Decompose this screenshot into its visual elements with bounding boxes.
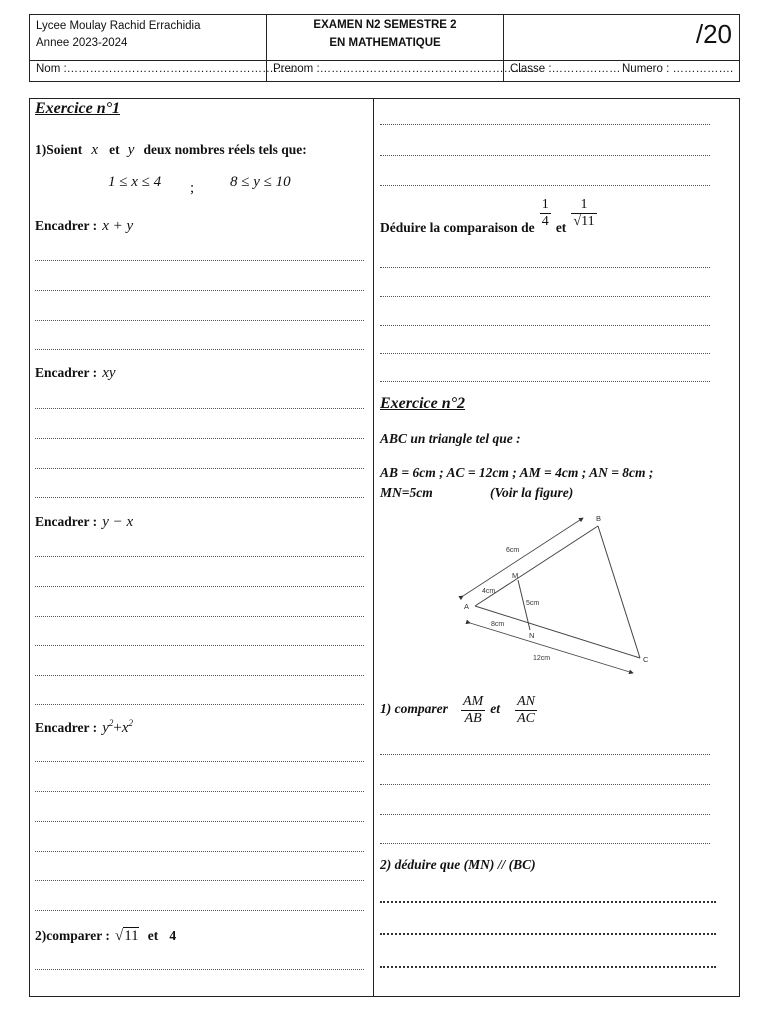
fraction-1-over-sqrt11 [571,197,596,230]
length-ac-label: 12cm [533,655,551,662]
school-name: Lycee Moulay Rachid Errachidia [36,20,201,32]
radicand: 11 [581,214,595,229]
column-divider [373,98,374,997]
exam-title-line1: EXAMEN N2 SEMESTRE 2 [313,19,457,31]
exponent: 2 [108,718,114,728]
numerator: AM [462,694,484,709]
answer-line[interactable] [380,325,710,326]
voir-figure: (Voir la figure) [490,485,574,500]
answer-line[interactable] [35,791,364,792]
answer-line[interactable] [35,969,364,970]
answer-line[interactable] [35,645,364,646]
answer-line[interactable] [380,296,710,297]
var-x: x [91,142,99,158]
expr-y-minus-x: y − x [102,514,134,530]
q1-et: et [109,142,120,157]
numerator: 1 [580,197,588,212]
question-1-statement [35,139,307,159]
answer-line[interactable] [35,320,364,321]
answer-line[interactable] [380,784,710,785]
answer-line[interactable] [380,754,710,755]
nom-field[interactable]: Nom :…………………………………………………… [36,63,297,75]
q2-label: 2)comparer : [35,928,110,943]
answer-line[interactable] [380,267,710,268]
length-mn-label: 5cm [526,600,540,607]
answer-line[interactable] [35,586,364,587]
condition-separator: ; [190,180,195,196]
numero-field[interactable]: Numero : ……………. [622,63,734,75]
question-2-deduire: 2) déduire que (MN) // (BC) [380,857,536,872]
answer-line[interactable] [380,843,710,844]
answer-line[interactable] [35,408,364,409]
school-cell [30,15,267,60]
denominator: √11 [573,214,595,229]
encadrer-label: Encadrer : [35,514,98,529]
exponent: 2 [128,718,134,728]
exercise-1-title: Exercice n°1 [35,100,121,117]
exam-title-cell [267,15,504,60]
deduire-label: Déduire la comparaison de [380,220,535,235]
expr-x-plus-y: x + y [102,218,134,234]
length-am-label: 4cm [482,588,496,595]
q2-four: 4 [169,928,177,943]
prenom-field[interactable]: Prenom :………………………………………………… [273,63,539,75]
expr-x-squared [122,720,133,736]
nom-cell [30,60,297,82]
point-b-label: B [596,514,602,523]
encadrer-sum [35,215,133,235]
fraction-1-over-4 [540,197,551,230]
encadrer-difference [35,511,133,531]
point-n-label: N [529,631,535,640]
encadrer-sum-of-squares [35,717,133,737]
answer-line[interactable] [35,675,364,676]
denominator: AB [461,710,485,727]
exam-title-line2: EN MATHEMATIQUE [329,37,441,49]
segment-bc [598,526,640,658]
radicand: 11 [124,928,139,944]
triangle-measures: AB = 6cm ; AC = 12cm ; AM = 4cm ; AN = 8cm ; [380,465,654,480]
answer-line[interactable] [35,468,364,469]
question-2-statement [35,925,176,945]
answer-line[interactable] [35,290,364,291]
answer-line[interactable] [380,353,710,354]
triangle-measures-mn: MN=5cm [380,485,433,500]
answer-line[interactable] [35,880,364,881]
dimension-arrow-ab [463,518,583,596]
q1-text: deux nombres réels tels que: [143,142,307,157]
score-total: /20 [695,19,732,49]
plus-sign: + [113,720,122,736]
prenom-cell [267,60,539,82]
sqrt-11: √11 [114,928,139,944]
question-1-compare [380,694,537,727]
q1-comparer-label: 1) comparer [380,701,448,716]
expr-xy: xy [102,365,116,381]
answer-line[interactable] [35,704,364,705]
answer-line[interactable] [380,124,710,125]
school-year: Annee 2023-2024 [36,37,128,49]
score-cell [504,15,740,60]
denominator: 4 [541,214,549,229]
answer-line[interactable] [35,851,364,852]
expr-y-squared [102,720,113,736]
denominator: AC [517,711,536,726]
answer-line[interactable] [380,155,710,156]
encadrer-product [35,362,116,382]
answer-line[interactable] [380,814,710,815]
encadrer-label: Encadrer : [35,720,98,735]
q2-et: et [147,928,159,943]
condition-y: 8 ≤ y ≤ 10 [230,174,291,190]
q1-et: et [490,701,501,716]
point-c-label: C [643,655,649,664]
numerator: AN [517,694,536,709]
exercise-2-title: Exercice n°2 [380,395,466,412]
answer-line[interactable] [380,185,710,186]
var-y: y [102,720,109,736]
triangle-statement: ABC un triangle tel que : [380,431,521,446]
answer-line[interactable] [35,556,364,557]
fraction-am-ab [461,694,485,727]
header-top-row [30,15,739,61]
answer-line[interactable] [35,497,364,498]
encadrer-label: Encadrer : [35,218,98,233]
condition-x: 1 ≤ x ≤ 4 [108,174,162,190]
answer-line[interactable] [35,260,364,261]
var-x: x [121,720,129,736]
answer-line[interactable] [35,438,364,439]
classe-numero-cell [504,60,740,82]
triangle-figure [455,510,655,680]
answer-line[interactable] [380,933,716,935]
answer-line[interactable] [35,761,364,762]
deduire-et: et [555,220,567,235]
deduire-comparison [380,197,597,235]
length-ab-label: 6cm [506,547,520,554]
point-m-label: M [512,571,519,580]
answer-line[interactable] [35,821,364,822]
point-a-label: A [464,602,470,611]
answer-line[interactable] [35,910,364,911]
answer-line[interactable] [35,616,364,617]
q1-soient: 1)Soient [35,142,83,157]
header-student-row [30,60,739,82]
exam-header [29,14,740,82]
answer-line[interactable] [380,381,710,382]
classe-field[interactable]: Classe :……………… [510,63,621,75]
numerator: 1 [541,197,549,212]
length-an-label: 8cm [491,621,505,628]
encadrer-label: Encadrer : [35,365,98,380]
answer-line[interactable] [380,966,716,968]
var-y: y [127,142,135,158]
answer-line[interactable] [35,349,364,350]
fraction-an-ac [515,694,537,727]
answer-line[interactable] [380,901,716,903]
